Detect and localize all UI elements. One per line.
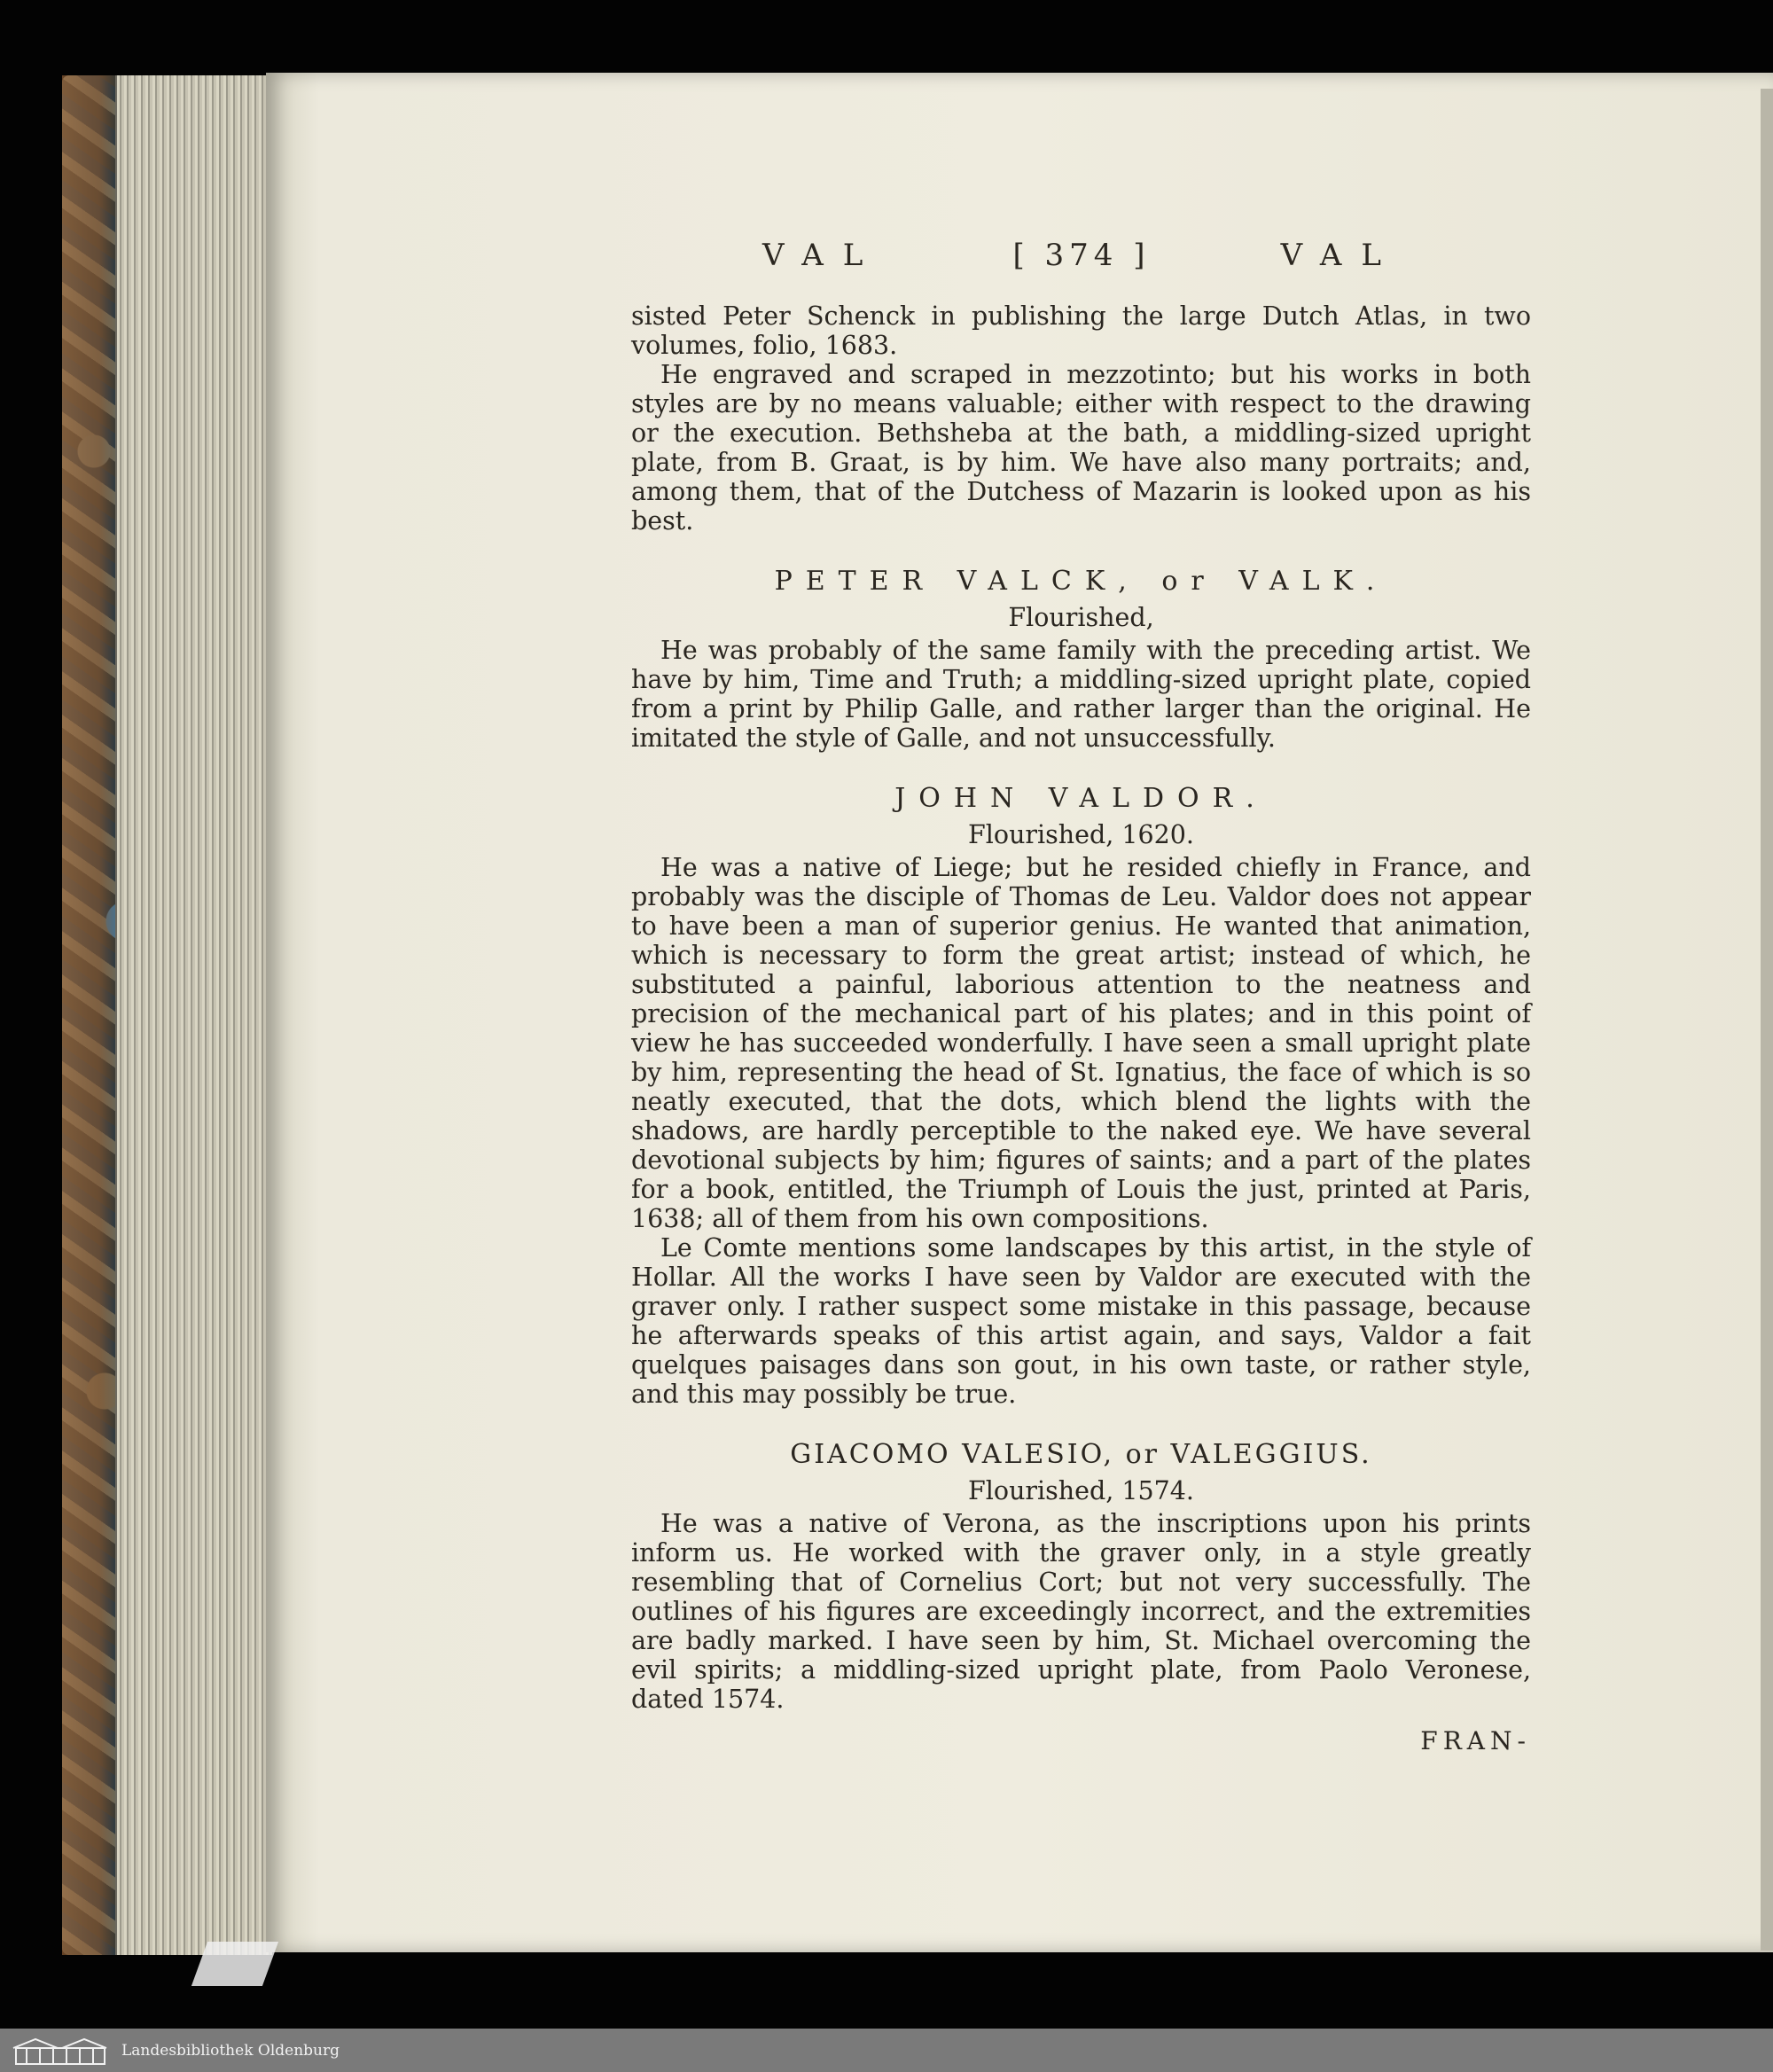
library-footer-bar [0,2029,1773,2072]
text-blocks [631,301,1531,1714]
leather-spine-edge [62,75,115,1955]
body-paragraph: He was a native of Verona, as the inscriptions upon his prints inform us. He worked with the graver only, in a style greatly resembling that of Cornelius Cort; but not very successfully. The outlines of his figures are exceedingly incorrect, and the extremities are badly marked. I have seen by him, St. Michael overcoming the evil spirits; a middling-sized upright plate, from Paolo Veronese, dated 1574. [631,1509,1531,1714]
body-paragraph: He engraved and scraped in mezzotinto; but his works in both styles are by no means valuable; either with respect to the drawing or the execution. Bethsheba at the bath, a middling-sized upright plate, from B. Graat, is by him. We have also many portraits; and, among them, that of the Dutchess of Mazarin is looked upon as his best. [631,360,1531,536]
body-paragraph: sisted Peter Schenck in publishing the large Dutch Atlas, in two volumes, folio, 1683. [631,301,1531,360]
artist-heading: GIACOMO VALESIO, or VALEGGIUS. [790,1439,1372,1470]
right-page-edge [1761,89,1773,1951]
body-paragraph: He was probably of the same family with the preceding artist. We have by him, Time and Truth; a middling-sized upright plate, copied from a print by Philip Galle, and rather larger than the original. He imitated the style of Galle, and not unsuccessfully. [631,636,1531,753]
page-text-block [631,235,1531,1755]
artist-heading: JOHN VALDOR. [894,783,1268,814]
running-head-left: VAL [762,238,883,273]
flourished-line: Flourished, [1008,603,1154,632]
flourished-line: Flourished, 1574. [968,1476,1194,1505]
flourished-line: Flourished, 1620. [968,820,1194,849]
body-paragraph: Le Comte mentions some landscapes by this artist, in the style of Hollar. All the works I have seen by Valdor are executed with the graver only. I rather suspect some mistake in this passage, because he afterwards speaks of this artist again, and says, Valdor a fait quelques paisages dans son gout, in his own taste, or rather style, and this may possibly be true. [631,1233,1531,1409]
page-number: [ 374 ] [1012,238,1151,273]
artist-heading: PETER VALCK, or VALK. [774,566,1388,597]
running-head-right: VAL [1280,238,1401,273]
page-stack-edges [115,75,272,1955]
library-name: Landesbibliothek Oldenburg [121,2041,340,2060]
library-building-icon [9,2036,111,2066]
paper-tabs [191,1942,278,1986]
catchword: FRAN- [1420,1726,1531,1755]
body-paragraph: He was a native of Liege; but he resided chiefly in France, and probably was the disciple of Thomas de Leu. Valdor does not appear to have been a man of superior genius. He wanted that animation, which is necessary to form the great artist; instead of which, he substituted a painful, laborious attention to the neatness and precision of the mechanical part of his plates; and in this point of view he has succeeded wonderfully. I have seen a small upright plate by him, representing the head of St. Ignatius, the face of which is so neatly executed, that the dots, which blend the lights with the shadows, are hardly perceptible to the naked eye. We have several devotional subjects by him; figures of saints; and a part of the plates for a book, entitled, the Triumph of Louis the just, printed at Paris, 1638; all of them from his own compositions. [631,853,1531,1233]
